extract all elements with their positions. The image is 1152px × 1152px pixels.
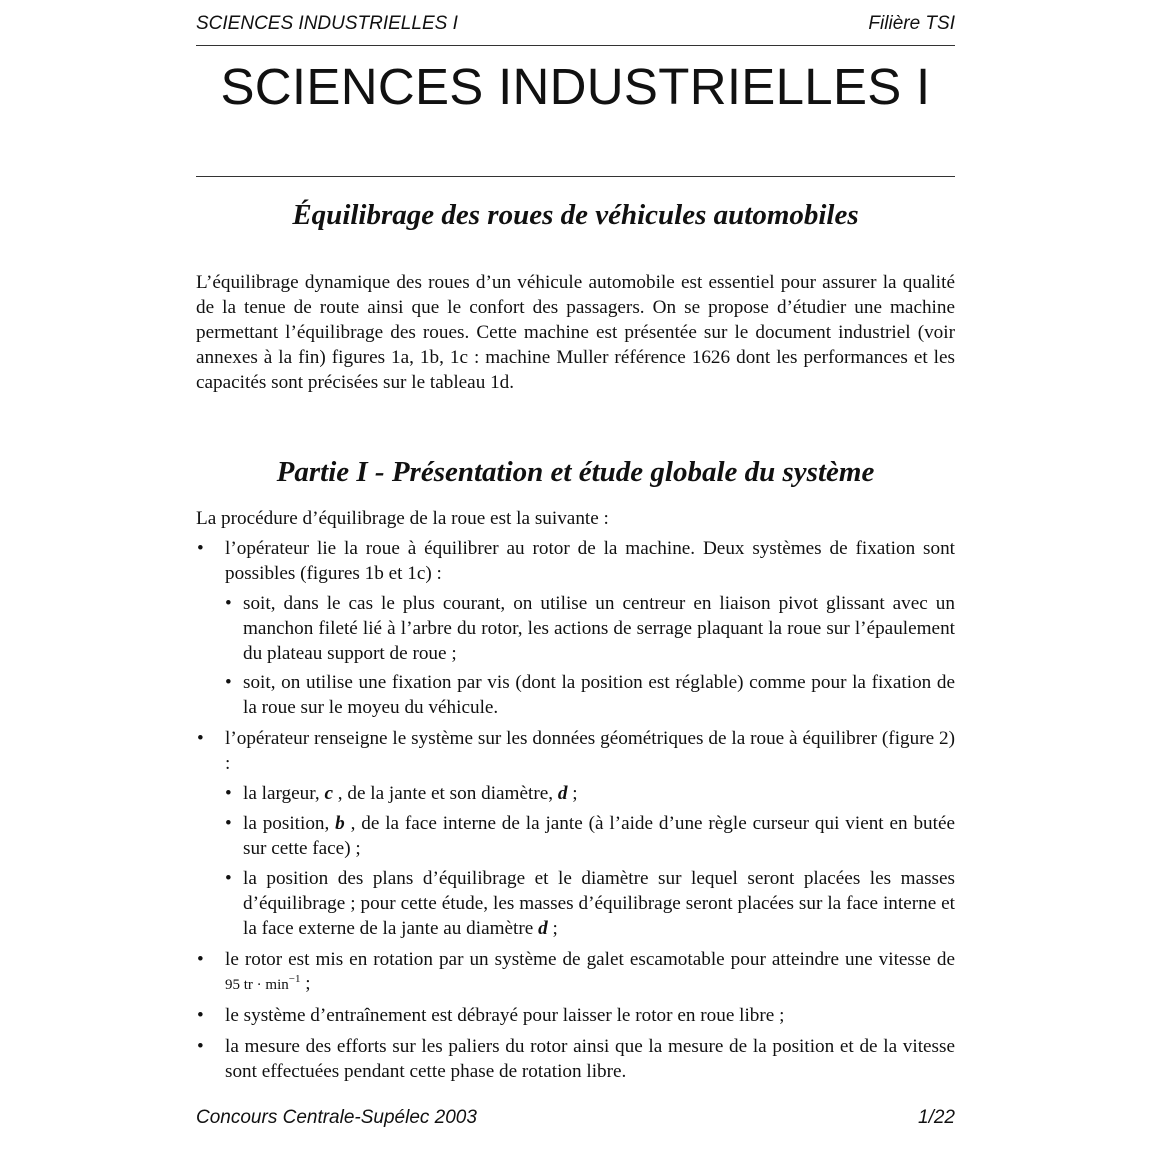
bullet-icon: • xyxy=(225,812,232,834)
geometry-position xyxy=(225,812,955,862)
fixation-options xyxy=(225,592,955,722)
procedure-step-freewheel xyxy=(196,1004,955,1029)
fixation-option-vis xyxy=(225,671,955,721)
speed-value xyxy=(225,973,301,994)
text-part: le rotor est mis en rotation par un système de galet escamotable pour atteindre une vitesse de xyxy=(225,948,955,970)
text-part: la position des plans d’équilibrage et le diamètre sur lequel seront placées les masses d’équilibrage ; pour cette étude, les masses d’équilibrage seront placées sur la face interne et la face externe de la jante au diamètre xyxy=(243,867,955,939)
procedure-list xyxy=(196,537,955,1085)
running-header xyxy=(196,12,955,36)
header-track: Filière TSI xyxy=(868,13,955,34)
text-part: la largeur, xyxy=(243,783,325,805)
bullet-icon: • xyxy=(225,867,232,889)
text-part: , de la jante et son diamètre, xyxy=(332,783,558,805)
bullet-icon: • xyxy=(225,672,232,694)
bullet-icon: • xyxy=(225,783,232,805)
footer-exam: Concours Centrale-Supélec 2003 xyxy=(196,1107,477,1128)
geometry-balancing-planes xyxy=(225,867,955,942)
document-page xyxy=(196,0,955,1152)
procedure-lead: La procédure d’équilibrage de la roue est la suivante : xyxy=(196,508,609,529)
step-text: l’opérateur renseigne le système sur les données géométriques de la roue à équilibrer (figure 2) : xyxy=(225,728,955,775)
bullet-icon: • xyxy=(197,728,204,750)
text-part: ; xyxy=(567,783,578,805)
variable-d: d xyxy=(557,783,568,805)
section-heading: Partie I - Présentation et étude globale du système xyxy=(276,456,875,488)
procedure-step-geometry xyxy=(196,727,955,941)
procedure-step-rotation xyxy=(196,948,955,999)
bullet-icon: • xyxy=(197,948,204,970)
header-subject: SCIENCES INDUSTRIELLES I xyxy=(196,13,458,34)
page-number: 1/22 xyxy=(918,1107,955,1128)
procedure-step-measure xyxy=(196,1035,955,1085)
step-text: le système d’entraînement est débrayé pour laisser le rotor en roue libre ; xyxy=(225,1005,785,1027)
text-part: ; xyxy=(300,973,311,995)
text-part: la position, xyxy=(243,812,336,834)
speed-unit: tr · min xyxy=(243,977,289,994)
geometry-width-diameter xyxy=(225,782,955,807)
variable-b: b xyxy=(335,812,345,834)
text-part: ; xyxy=(547,917,558,939)
fixation-option-centreur xyxy=(225,592,955,667)
variable-d: d xyxy=(538,917,548,939)
step-text: l’opérateur lie la roue à équilibrer au rotor de la machine. Deux systèmes de fixation sont possibles (figures 1b et 1c) : xyxy=(225,537,955,584)
bullet-icon: • xyxy=(197,537,204,559)
page-title: SCIENCES INDUSTRIELLES I xyxy=(220,58,931,115)
text-part: , de la face interne de la jante (à l’aide d’une règle curseur qui vient en butée sur cette face) ; xyxy=(243,812,955,859)
speed-number: 95 xyxy=(225,977,240,994)
geometry-data-list xyxy=(225,782,955,941)
step-text: la mesure des efforts sur les paliers du rotor ainsi que la mesure de la position et de la vitesse sont effectuées pendant cette phase de rotation libre. xyxy=(225,1036,955,1083)
option-text: soit, dans le cas le plus courant, on utilise un centreur en liaison pivot glissant avec un manchon fileté lié à l’arbre du rotor, les actions de serrage plaquant la roue sur l’épaulement du plateau support de roue ; xyxy=(243,592,955,664)
variable-c: c xyxy=(324,783,333,805)
bullet-icon: • xyxy=(197,1005,204,1027)
title-rule xyxy=(196,176,955,177)
document-subtitle: Équilibrage des roues de véhicules automobiles xyxy=(292,199,859,231)
bullet-icon: • xyxy=(197,1036,204,1058)
option-text: soit, on utilise une fixation par vis (dont la position est réglable) comme pour la fixation de la roue sur le moyeu du véhicule. xyxy=(243,672,955,719)
procedure-section xyxy=(196,507,955,1091)
intro-paragraph: L’équilibrage dynamique des roues d’un véhicule automobile est essentiel pour assurer la qualité de la tenue de route ainsi que le confort des passagers. On se propose d’étudier une machine permettant l’équilibrage des roues. Cette machine est présentée sur le document industriel (voir annexes à la fin) figures 1a, 1b, 1c : machine Muller référence 1626 dont les performances et les capacités sont précisées sur le tableau 1d. xyxy=(196,272,955,393)
bullet-icon: • xyxy=(225,592,232,614)
procedure-step-attach xyxy=(196,537,955,721)
speed-exponent: −1 xyxy=(288,973,301,986)
header-rule xyxy=(196,45,955,46)
page-footer xyxy=(196,1106,955,1130)
